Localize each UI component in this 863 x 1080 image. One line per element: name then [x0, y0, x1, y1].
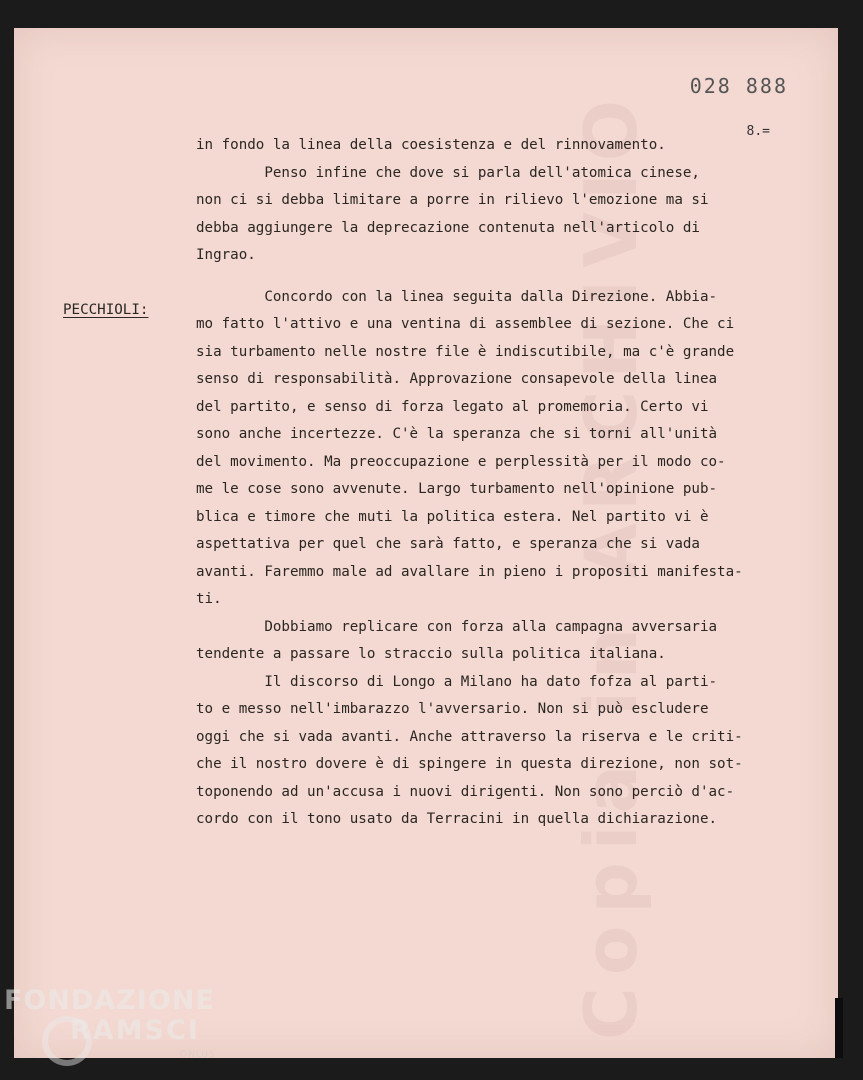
page-number: 8.=: [746, 124, 770, 139]
text-line: oggi che si vada avanti. Anche attraverso la riserva e le criti-: [196, 728, 743, 745]
text-line: Il discorso di Longo a Milano ha dato fofza al parti-: [196, 673, 718, 690]
text-line: che il nostro dovere è di spingere in questa direzione, non sot-: [196, 756, 743, 772]
archive-stamp-number: 028 888: [689, 74, 788, 98]
binder-clip: [835, 998, 843, 1058]
speaker-name: PECCHIOLI:: [63, 302, 149, 318]
text-line: tendente a passare lo straccio sulla politica italiana.: [196, 646, 666, 662]
text-line: sia turbamento nelle nostre file è indiscutibile, ma c'è grande: [196, 343, 735, 360]
text-line: senso di responsabilità. Approvazione consapevole della linea: [196, 371, 718, 387]
fondazione-gramsci-logo: FONDAZIONE RAMSCI ONLUS: [4, 986, 215, 1046]
text-line: Ingrao.: [196, 247, 256, 263]
text-line: ti.: [196, 591, 222, 607]
text-line: in fondo la linea della coesistenza e del rinnovamento.: [196, 137, 666, 153]
speaker-paragraphs: [196, 284, 816, 834]
text-line: Penso infine che dove si parla dell'atomica cinese,: [196, 164, 700, 181]
document-body: [196, 132, 816, 834]
archive-watermark: Copia in ARCHIVIO: [569, 88, 653, 1040]
text-line: del movimento. Ma preoccupazione e perplessità per il modo co-: [196, 453, 726, 470]
text-line: Concordo con la linea seguita dalla Direzione. Abbia-: [196, 288, 718, 305]
text-line: del partito, e senso di forza legato al promemoria. Certo vi: [196, 398, 709, 415]
text-line: to e messo nell'imbarazzo l'avversario. Non si può escludere: [196, 701, 709, 717]
text-line: blica e timore che muti la politica estera. Nel partito vi è: [196, 508, 709, 525]
text-line: Dobbiamo replicare con forza alla campagna avversaria: [196, 618, 718, 635]
text-line: toponendo ad un'accusa i nuovi dirigenti. Non sono perciò d'ac-: [196, 783, 735, 800]
text-line: avanti. Faremmo male ad avallare in pieno i propositi manifesta-: [196, 563, 743, 580]
text-line: cordo con il tono usato da Terracini in quella dichiarazione.: [196, 811, 718, 827]
text-line: aspettativa per quel che sarà fatto, e speranza che si vada: [196, 536, 700, 552]
text-line: me le cose sono avvenute. Largo turbamento nell'opinione pub-: [196, 481, 718, 497]
text-line: sono anche incertezze. C'è la speranza che si torni all'unità: [196, 426, 718, 442]
intro-paragraphs: [196, 132, 816, 270]
text-line: non ci si debba limitare a porre in rilievo l'emozione ma si: [196, 192, 709, 208]
text-line: mo fatto l'attivo e una ventina di assemblee di sezione. Che ci: [196, 316, 735, 332]
text-line: debba aggiungere la deprecazione contenuta nell'articolo di: [196, 219, 700, 236]
logo-g-icon: [42, 1016, 92, 1066]
